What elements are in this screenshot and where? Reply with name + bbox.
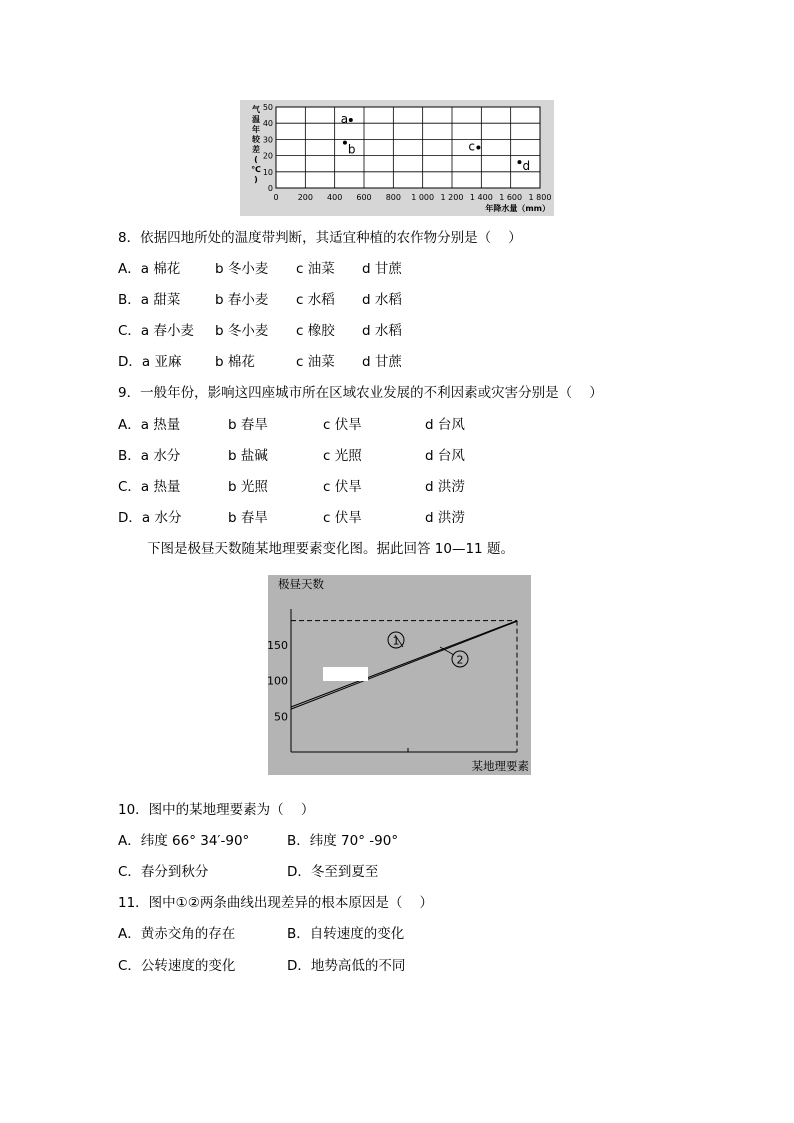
y-tick-label: 50 [274, 710, 288, 724]
q10-stem: 10．图中的某地理要素为（ ） [118, 802, 315, 818]
q11-option-B: B．自转速度的变化 [287, 926, 405, 942]
point-label-d: d [522, 159, 531, 174]
plot-area [276, 107, 540, 188]
q10-option-A: A．纬度 66° 34′-90° [118, 833, 250, 849]
y-tick-label: 100 [268, 674, 288, 688]
intro-text: 下图是极昼天数随某地理要素变化图。据此回答 10—11 题。 [147, 541, 514, 557]
y-tick-label: 0 [267, 184, 273, 193]
x-tick-label: 1 000 [411, 193, 435, 202]
x-axis-label: 年降水量（mm） [485, 204, 550, 213]
q9-option-B-c: c 光照 [323, 448, 362, 464]
q8-option-C-c: c 橡胶 [296, 323, 335, 339]
q8-option-A-a: A．a 棉花 [118, 261, 181, 277]
point-c [476, 146, 480, 150]
point-label-c: c [468, 139, 476, 154]
x-tick-label: 1 800 [528, 193, 552, 202]
annotation-1-label: 1 [392, 634, 400, 648]
y-tick-label: 30 [262, 135, 273, 145]
series-line-1 [291, 621, 517, 707]
q11-stem: 11．图中①②两条曲线出现差异的根本原因是（ ） [118, 895, 434, 911]
x-tick-label: 800 [385, 193, 401, 202]
q8-option-C-d: d 水稻 [362, 323, 402, 339]
y-axis-label-char: ) [254, 175, 258, 184]
q9-option-A-a: A．a 热量 [118, 417, 181, 433]
q8-option-B-b: b 春小麦 [215, 292, 269, 308]
q8-option-A-d: d 甘蔗 [362, 261, 402, 277]
x-tick-label: 200 [297, 193, 313, 202]
q9-option-B-a: B．a 水分 [118, 448, 181, 464]
x-tick-label: 1 400 [469, 193, 493, 202]
q9-option-C-d: d 洪涝 [425, 479, 465, 495]
y-axis-label-char: 年 [252, 125, 260, 134]
series-line-2 [291, 621, 517, 709]
q9-option-C-c: c 伏旱 [323, 479, 362, 495]
point-label-b: b [347, 142, 356, 157]
y-axis-label: 极昼天数 [278, 577, 324, 591]
q8-option-B-d: d 水稻 [362, 292, 402, 308]
q8-option-D-c: c 油菜 [296, 354, 335, 370]
point-a [349, 118, 353, 122]
q8-option-B-a: B．a 甜菜 [118, 292, 181, 308]
x-tick-label: 1 200 [440, 193, 464, 202]
y-tick-label: 150 [268, 638, 288, 652]
y-tick-label: 40 [262, 119, 273, 129]
q9-option-A-d: d 台风 [425, 417, 465, 433]
q8-option-A-c: c 油菜 [296, 261, 335, 277]
q9-option-C-a: C．a 热量 [118, 479, 181, 495]
q9-option-C-b: b 光照 [228, 479, 268, 495]
y-tick-label: 50 [262, 103, 273, 112]
q10-option-D: D．冬至到夏至 [287, 864, 379, 880]
q9-option-D-a: D．a 水分 [118, 510, 182, 526]
y-tick-label: 10 [262, 167, 273, 177]
x-tick-label: 600 [356, 193, 372, 202]
y-axis-label-char: 温 [252, 115, 260, 124]
x-axis-label: 某地理要素 [471, 759, 529, 773]
x-tick-label: 0 [273, 193, 279, 202]
climate-scatter-chart [240, 100, 554, 216]
q8-option-C-a: C．a 春小麦 [118, 323, 194, 339]
q9-option-D-d: d 洪涝 [425, 510, 465, 526]
x-tick-label: 1 600 [499, 193, 523, 202]
q11-option-D: D．地势高低的不同 [287, 958, 406, 974]
q9-option-A-b: b 春旱 [228, 417, 268, 433]
y-axis-label-char: ( [254, 155, 258, 164]
annotation-2-label: 2 [456, 653, 464, 667]
white-label-box [323, 667, 368, 681]
q9-option-D-c: c 伏旱 [323, 510, 362, 526]
polar-day-chart-svg [268, 575, 531, 775]
q8-option-C-b: b 冬小麦 [215, 323, 269, 339]
scatter-plot-svg [240, 100, 554, 216]
x-tick-label: 400 [327, 193, 343, 202]
q11-option-C: C．公转速度的变化 [118, 958, 236, 974]
q8-option-D-d: d 甘蔗 [362, 354, 402, 370]
q8-option-B-c: c 水稻 [296, 292, 335, 308]
y-axis-label-char: 较 [252, 135, 260, 144]
q11-option-A: A．黄赤交角的存在 [118, 926, 236, 942]
q8-stem: 8．依据四地所处的温度带判断，其适宜种植的农作物分别是（ ） [118, 230, 522, 246]
point-b [343, 141, 347, 145]
q9-option-B-b: b 盐碱 [228, 448, 268, 464]
polar-day-chart [268, 575, 531, 775]
q8-option-D-a: D．a 亚麻 [118, 354, 182, 370]
q8-option-A-b: b 冬小麦 [215, 261, 269, 277]
point-label-a: a [340, 111, 349, 126]
y-tick-label: 20 [262, 151, 273, 161]
point-d [517, 160, 521, 164]
q10-option-B: B．纬度 70° -90° [287, 833, 399, 849]
q10-option-C: C．春分到秋分 [118, 864, 209, 880]
q9-option-D-b: b 春旱 [228, 510, 268, 526]
y-axis-label-char: ℃ [251, 165, 261, 174]
q9-option-A-c: c 伏旱 [323, 417, 362, 433]
q9-option-B-d: d 台风 [425, 448, 465, 464]
y-axis-label-char: 气 [252, 105, 260, 114]
q8-option-D-b: b 棉花 [215, 354, 255, 370]
q9-stem: 9．一般年份，影响这四座城市所在区域农业发展的不利因素或灾害分别是（ ） [118, 385, 603, 401]
y-axis-label-char: 差 [252, 145, 260, 154]
